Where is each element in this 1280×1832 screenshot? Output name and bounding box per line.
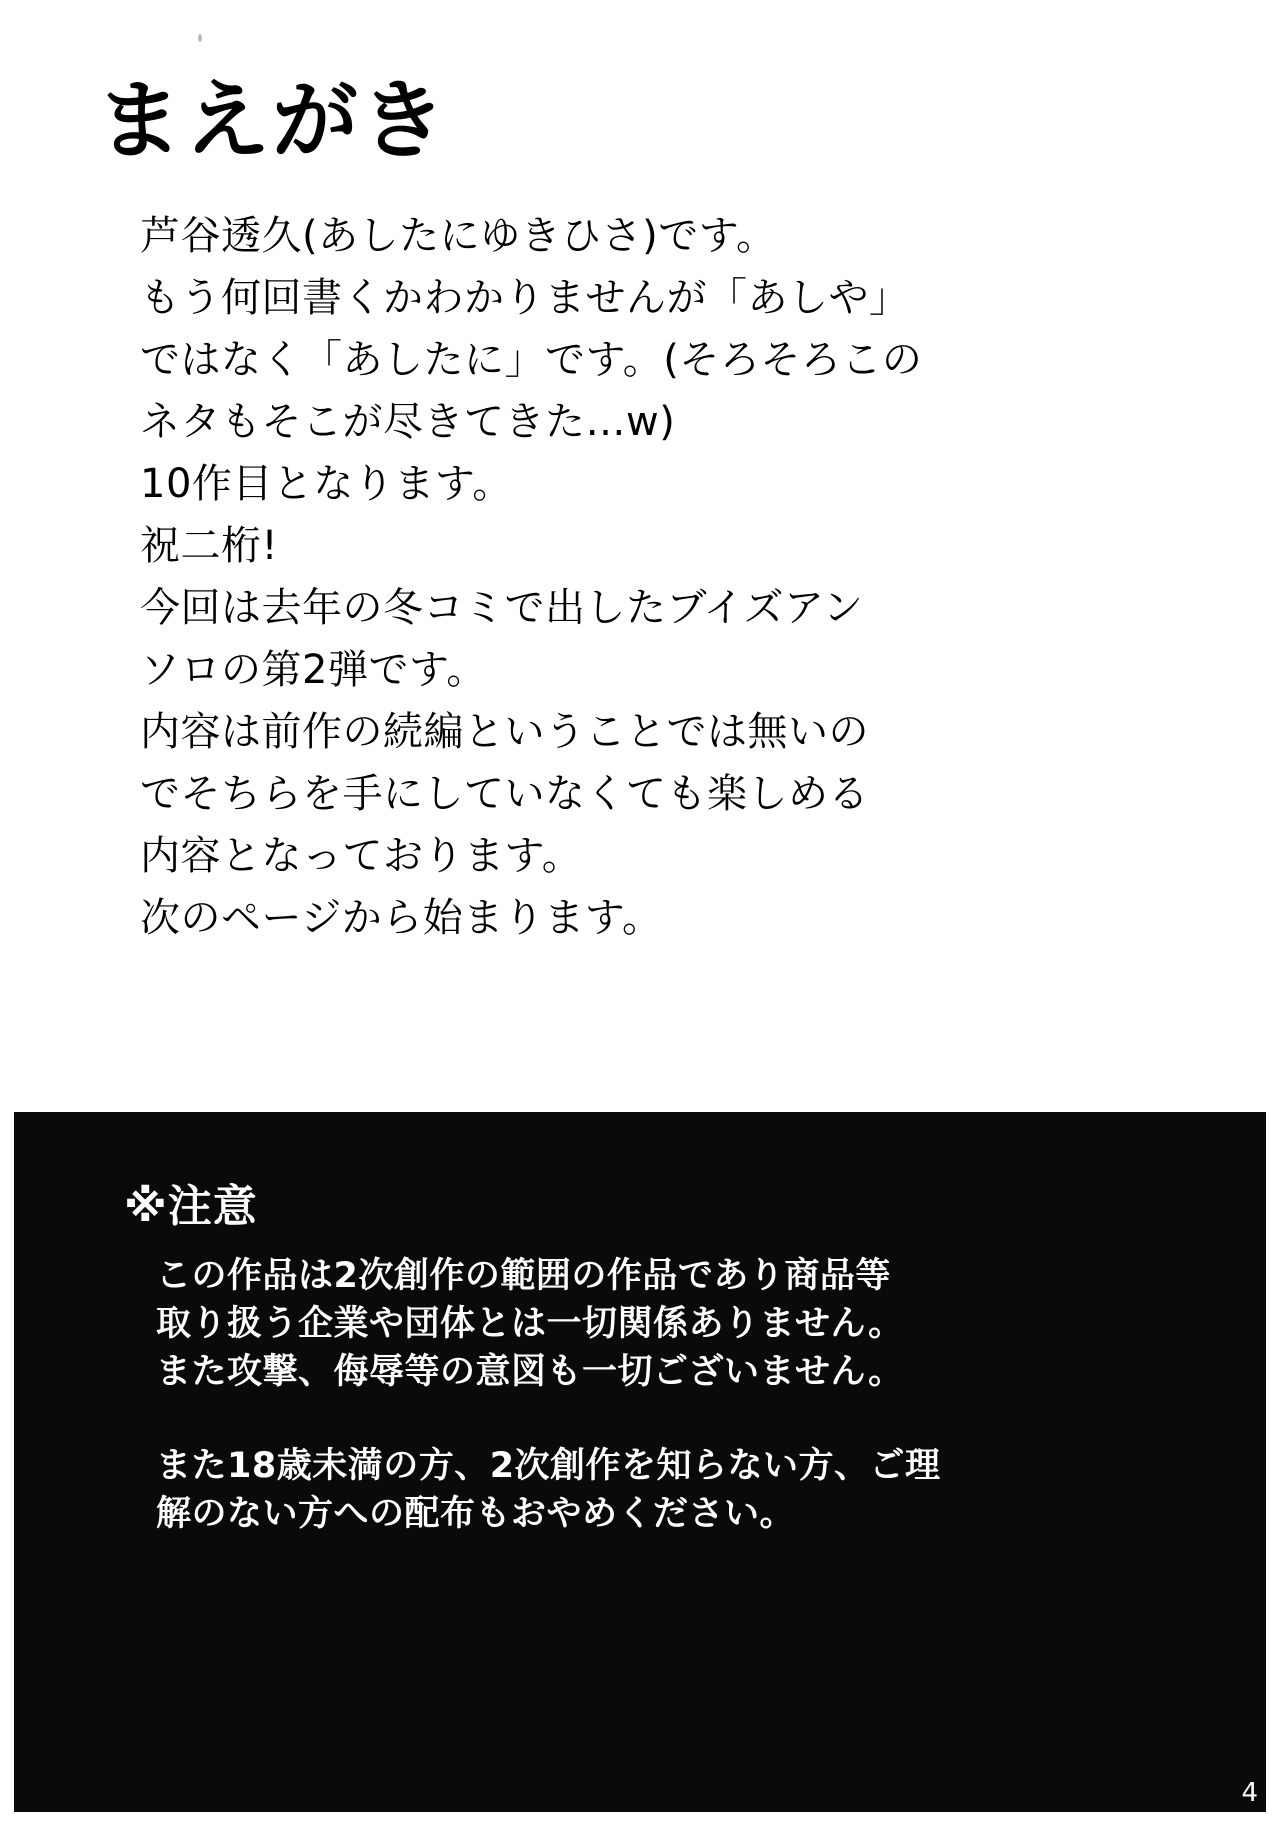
notice-title: ※注意 xyxy=(124,1181,258,1232)
scan-speck xyxy=(198,34,202,42)
notice-paragraph-2 xyxy=(156,1442,1176,1538)
body-line: でそちらを手にしていなくても楽しめる xyxy=(140,771,869,817)
notice-line: また攻撃、侮辱等の意図も一切ございません。 xyxy=(156,1352,904,1392)
body-line: 10作目となります。 xyxy=(140,461,513,507)
body-line: 内容は前作の続編ということでは無いの xyxy=(140,709,869,755)
body-line: ネタもそこが尽きてきた…w) xyxy=(140,399,676,445)
preface-body xyxy=(140,205,1140,949)
notice-line: この作品は2次創作の範囲の作品であり商品等 xyxy=(156,1256,891,1296)
body-line: 祝二桁! xyxy=(140,523,279,569)
notice-paragraph-1 xyxy=(156,1252,1176,1396)
body-line: ソロの第2弾です。 xyxy=(140,647,487,693)
notice-line: また18歳未満の方、2次創作を知らない方、ご理 xyxy=(156,1446,941,1486)
body-line: もう何回書くかわかりませんが「あしや」 xyxy=(140,275,910,321)
page-title: まえがき xyxy=(96,71,448,171)
page-number: 4 xyxy=(1241,1778,1258,1808)
body-line: 今回は去年の冬コミで出したブイズアン xyxy=(140,585,864,631)
body-line: ではなく「あしたに」です。(そろそろこの xyxy=(140,337,923,383)
notice-box xyxy=(14,1112,1266,1812)
notice-line: 取り扱う企業や団体とは一切関係ありません。 xyxy=(156,1304,904,1344)
notice-line: 解のない方への配布もおやめください。 xyxy=(156,1494,796,1534)
body-line: 内容となっております。 xyxy=(140,833,583,879)
body-line: 芦谷透久(あしたにゆきひさ)です。 xyxy=(140,213,777,259)
body-line: 次のページから始まります。 xyxy=(140,895,663,941)
